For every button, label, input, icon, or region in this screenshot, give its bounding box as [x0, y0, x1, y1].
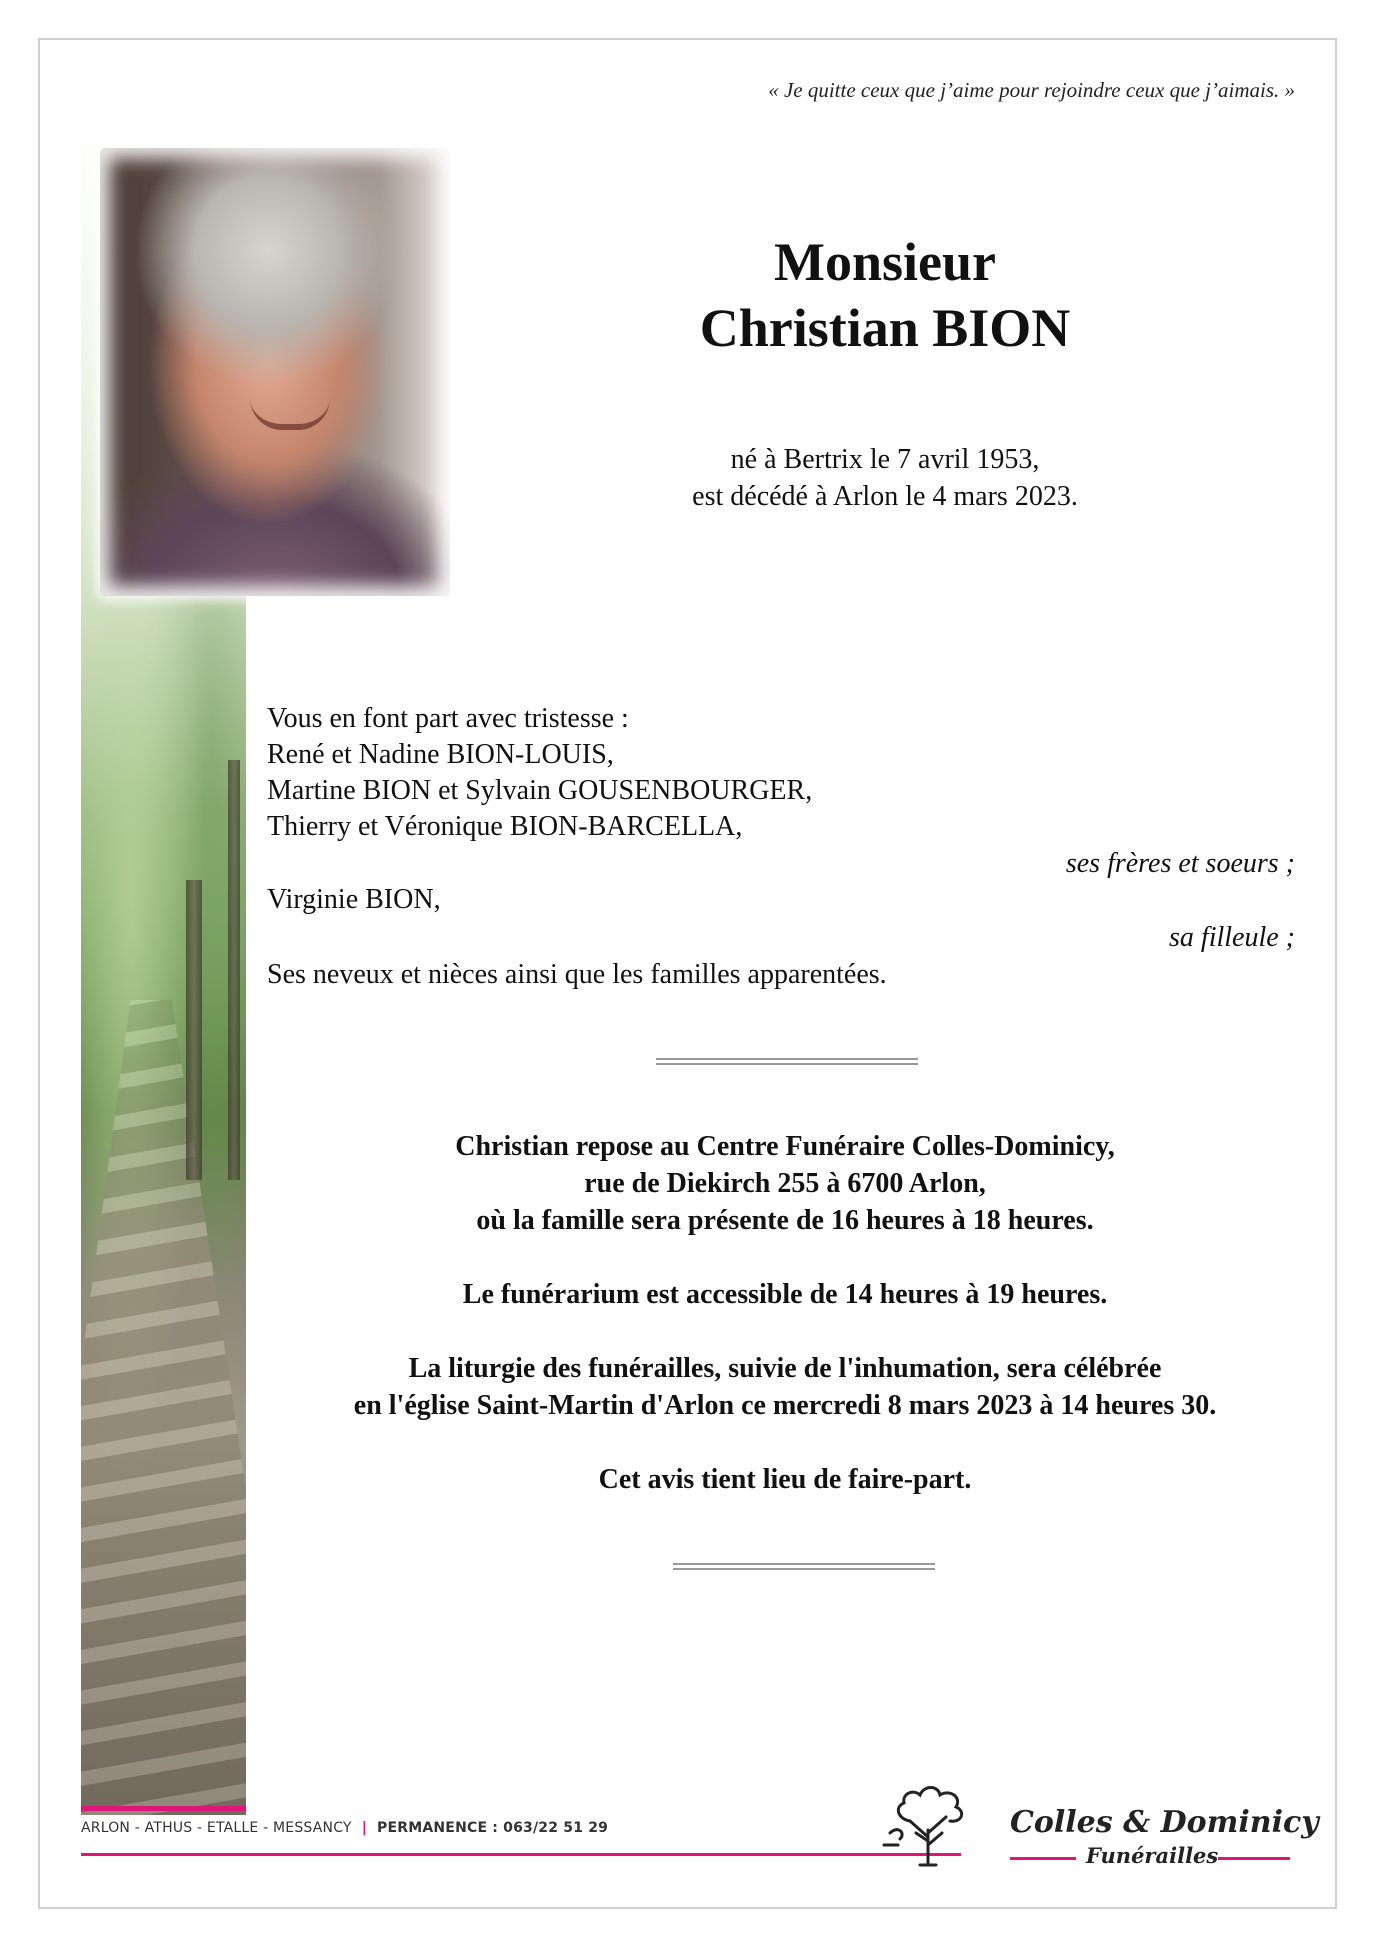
liturgy-line: en l'église Saint-Martin d'Arlon ce mercredi 8 mars 2023 à 14 heures 30. [353, 1390, 1217, 1421]
tree-trunk [228, 760, 240, 1180]
brand-accent-line [1218, 1857, 1290, 1860]
relation-label: ses frères et soeurs ; [1065, 848, 1295, 879]
brand-subtitle: Funérailles [1086, 1843, 1219, 1868]
family-member: Martine BION et Sylvain GOUSENBOURGER, [267, 775, 813, 806]
repose-line: Christian repose au Centre Funéraire Colles-Dominicy, [455, 1131, 1115, 1162]
family-member: René et Nadine BION-LOUIS, [267, 739, 614, 770]
accent-bar [81, 1806, 246, 1811]
footer-contact [81, 1820, 608, 1836]
death-line: est décédé à Arlon le 4 mars 2023. [692, 481, 1078, 512]
family-intro: Vous en font part avec tristesse : [267, 703, 629, 734]
deceased-portrait [100, 148, 450, 596]
access-line: Le funérarium est accessible de 14 heures à 19 heures. [462, 1279, 1108, 1310]
repose-line: rue de Diekirch 255 à 6700 Arlon, [584, 1168, 986, 1199]
notice-line: Cet avis tient lieu de faire-part. [598, 1464, 972, 1495]
footer-locations: ARLON - ATHUS - ETALLE - MESSANCY [81, 1820, 352, 1836]
footer-separator: | [361, 1820, 368, 1836]
tree-logo-icon [880, 1775, 975, 1870]
brand-accent-line [1010, 1857, 1076, 1860]
footer-permanence: PERMANENCE : 063/22 51 29 [377, 1820, 609, 1836]
honorific: Monsieur [774, 232, 996, 292]
birth-line: né à Bertrix le 7 avril 1953, [730, 444, 1040, 475]
footer-accent-line [81, 1853, 961, 1856]
repose-line: où la famille sera présente de 16 heures à 18 heures. [476, 1205, 1094, 1236]
liturgy-line: La liturgie des funérailles, suivie de l'inhumation, sera célébrée [408, 1353, 1162, 1384]
tree-trunk [186, 880, 202, 1180]
family-others: Ses neveux et nièces ainsi que les familles apparentées. [267, 959, 887, 990]
relation-label: sa filleule ; [1169, 922, 1295, 953]
divider [673, 1563, 935, 1570]
brand-name: Colles & Dominicy [1010, 1805, 1319, 1840]
family-member: Thierry et Véronique BION-BARCELLA, [267, 811, 743, 842]
epigraph-quote: « Je quitte ceux que j’aime pour rejoindre ceux que j’aimais. » [768, 78, 1295, 102]
family-member: Virginie BION, [267, 884, 441, 915]
portrait-detail [250, 398, 330, 430]
deceased-name: Christian BION [699, 298, 1071, 358]
divider [656, 1058, 918, 1065]
